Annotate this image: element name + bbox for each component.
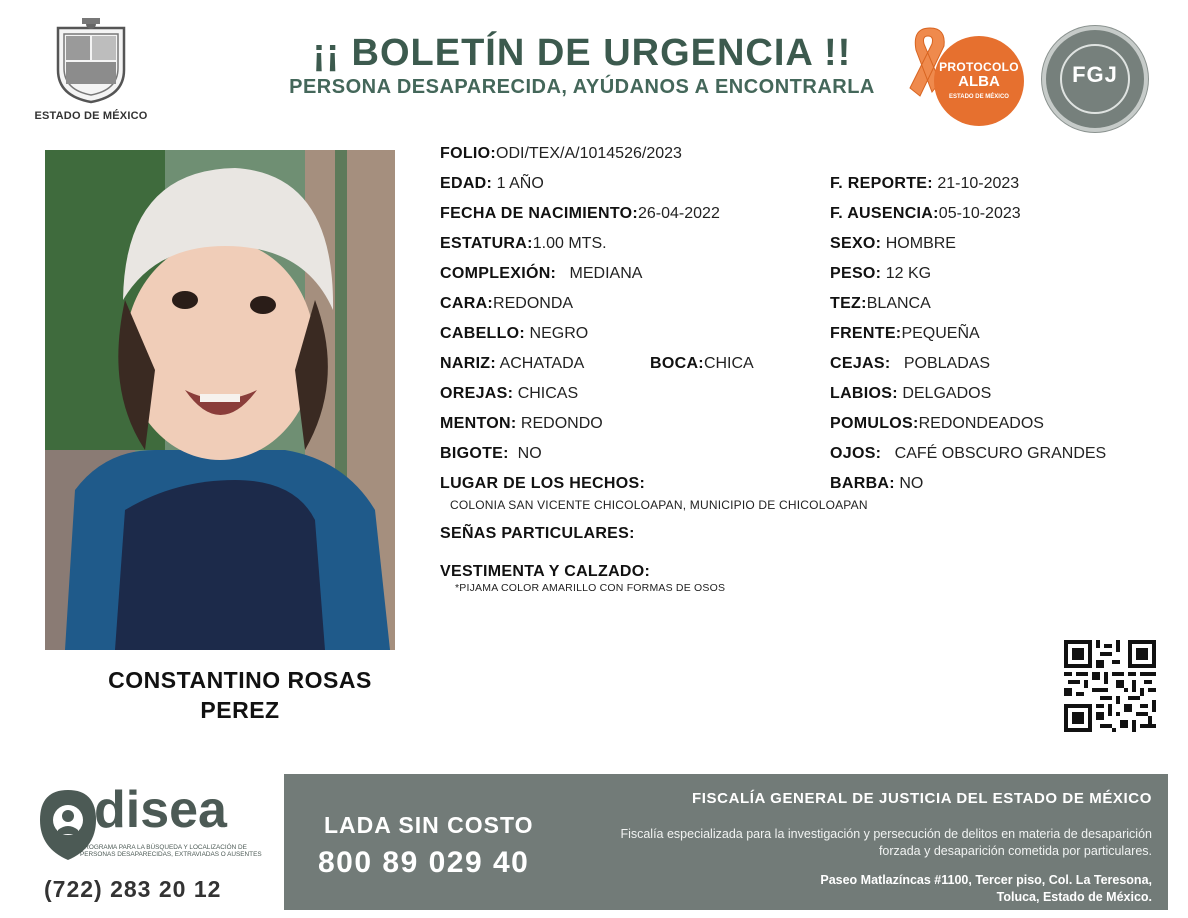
field-value: CHICA <box>703 355 754 372</box>
field-orejas <box>440 384 578 404</box>
field-lugar-hechos-value: COLONIA SAN VICENTE CHICOLOAPAN, MUNICIPIO DE CHICOLOAPAN <box>450 498 868 512</box>
page-title: ¡¡ BOLETÍN DE URGENCIA !! <box>312 32 852 74</box>
field-frente <box>830 324 980 344</box>
field-cara <box>440 294 573 314</box>
field-senas-particulares <box>440 524 635 544</box>
field-value: NO <box>899 475 924 492</box>
fgj-seal-text: FGJ <box>1072 62 1118 87</box>
field-label: TEZ: <box>830 295 867 312</box>
field-estatura <box>440 234 607 254</box>
odisea-wordmark: disea <box>94 781 227 839</box>
field-value: POBLADAS <box>903 355 991 372</box>
person-name <box>45 665 435 725</box>
fiscalia-description: Fiscalía especializada para la investigación y persecución de delitos en materia de desaparición forzada y desaparición cometida por particulares. <box>620 827 1152 858</box>
field-tez <box>830 294 931 314</box>
alba-line3: ESTADO DE MÉXICO <box>949 94 1009 100</box>
field-label: COMPLEXIÓN: <box>440 265 557 282</box>
state-caption: ESTADO DE MÉXICO <box>34 110 148 122</box>
field-value: PEQUEÑA <box>901 325 980 342</box>
field-value: ACHATADA <box>499 355 585 372</box>
fiscalia-address <box>632 872 1152 906</box>
odisea-phone[interactable]: (722) 283 20 12 <box>44 876 222 902</box>
field-complexion <box>440 264 642 284</box>
field-value: NEGRO <box>529 325 589 342</box>
field-nariz <box>440 354 584 374</box>
field-boca <box>650 354 754 374</box>
field-vestimenta-value: *PIJAMA COLOR AMARILLO CON FORMAS DE OSOS <box>455 582 726 594</box>
odisea-description: PROGRAMA PARA LA BÚSQUEDA Y LOCALIZACIÓN DE PERSONAS DESAPARECIDAS, EXTRAVIADAS O AUSENTES <box>80 844 262 859</box>
field-vestimenta <box>440 562 650 582</box>
field-value: 26-04-2022 <box>638 205 720 222</box>
odisea-logo <box>36 781 276 874</box>
field-edad <box>440 174 544 194</box>
field-value: 21-10-2023 <box>937 175 1020 192</box>
field-label: LUGAR DE LOS HECHOS: <box>440 475 646 492</box>
field-labios <box>830 384 991 404</box>
field-value: 05-10-2023 <box>938 205 1021 222</box>
address-line2: Toluca, Estado de México. <box>996 890 1152 904</box>
field-value: NO <box>517 445 542 462</box>
field-value: REDONDEADOS <box>918 415 1044 432</box>
alba-line1: PROTOCOLO <box>939 60 1019 74</box>
estado-de-mexico-emblem <box>28 18 154 128</box>
coat-of-arms-icon <box>52 18 130 104</box>
address-line1: Paseo Matlazíncas #1100, Tercer piso, Col. La Teresona, <box>820 873 1152 887</box>
field-label: FOLIO: <box>440 145 497 162</box>
page-subtitle: PERSONA DESAPARECIDA, AYÚDANOS A ENCONTRARLA <box>289 76 875 98</box>
person-name-line2: PEREZ <box>200 697 280 723</box>
field-label: BIGOTE: <box>440 445 509 462</box>
toll-free-label: LADA SIN COSTO <box>324 812 534 838</box>
field-bigote <box>440 444 542 464</box>
fiscalia-title: FISCALÍA GENERAL DE JUSTICIA DEL ESTADO DE MÉXICO <box>692 790 1152 807</box>
field-label: F. AUSENCIA: <box>830 205 939 222</box>
field-label: ESTATURA: <box>440 235 533 252</box>
field-peso <box>830 264 931 284</box>
field-label: FRENTE: <box>830 325 902 342</box>
field-value: 1 AÑO <box>496 175 544 192</box>
field-label: BARBA: <box>830 475 895 492</box>
field-value: 1.00 MTS. <box>532 235 607 252</box>
field-label: F. REPORTE: <box>830 175 933 192</box>
field-label: SEÑAS PARTICULARES: <box>440 525 635 542</box>
protocolo-alba-badge <box>900 22 1030 132</box>
field-label: POMULOS: <box>830 415 919 432</box>
field-value: CHICAS <box>517 385 579 402</box>
alba-line2: ALBA <box>958 73 1000 90</box>
field-menton <box>440 414 603 434</box>
field-cejas <box>830 354 990 374</box>
field-folio <box>440 144 682 164</box>
field-label: VESTIMENTA Y CALZADO: <box>440 563 651 580</box>
qr-code[interactable] <box>1064 640 1156 732</box>
field-lugar-hechos <box>440 474 645 494</box>
field-value: REDONDA <box>493 295 574 312</box>
field-label: CABELLO: <box>440 325 526 342</box>
field-label: PESO: <box>830 265 882 282</box>
field-cabello <box>440 324 588 344</box>
field-value: MEDIANA <box>569 265 643 282</box>
field-value: ODI/TEX/A/1014526/2023 <box>496 145 682 162</box>
field-f-ausencia <box>830 204 1021 224</box>
field-value: BLANCA <box>866 295 931 312</box>
field-pomulos <box>830 414 1044 434</box>
field-label: EDAD: <box>440 175 493 192</box>
field-label: CEJAS: <box>830 355 891 372</box>
field-label: SEXO: <box>830 235 882 252</box>
field-sexo <box>830 234 956 254</box>
child-portrait-illustration <box>45 150 395 650</box>
field-fecha-nacimiento <box>440 204 720 224</box>
field-label: OREJAS: <box>440 385 514 402</box>
bulletin-header <box>262 32 902 99</box>
field-ojos <box>830 444 1106 464</box>
alba-circle <box>934 36 1024 126</box>
field-label: FECHA DE NACIMIENTO: <box>440 205 638 222</box>
field-label: LABIOS: <box>830 385 898 402</box>
fgj-seal <box>1042 26 1148 132</box>
field-f-reporte <box>830 174 1019 194</box>
field-label: OJOS: <box>830 445 882 462</box>
field-barba <box>830 474 923 494</box>
person-photo <box>45 150 395 650</box>
field-label: MENTON: <box>440 415 517 432</box>
footer-band <box>284 774 1168 910</box>
field-label: BOCA: <box>650 355 704 372</box>
field-value: DELGADOS <box>902 385 992 402</box>
field-label: NARIZ: <box>440 355 497 372</box>
field-value: CAFÉ OBSCURO GRANDES <box>894 445 1107 462</box>
person-name-line1: CONSTANTINO ROSAS <box>108 667 372 693</box>
toll-free-number[interactable]: 800 89 029 40 <box>318 846 530 879</box>
field-value: 12 KG <box>885 265 932 282</box>
qr-code-icon <box>1064 640 1156 732</box>
field-value: HOMBRE <box>885 235 956 252</box>
field-value: REDONDO <box>520 415 603 432</box>
field-label: CARA: <box>440 295 494 312</box>
